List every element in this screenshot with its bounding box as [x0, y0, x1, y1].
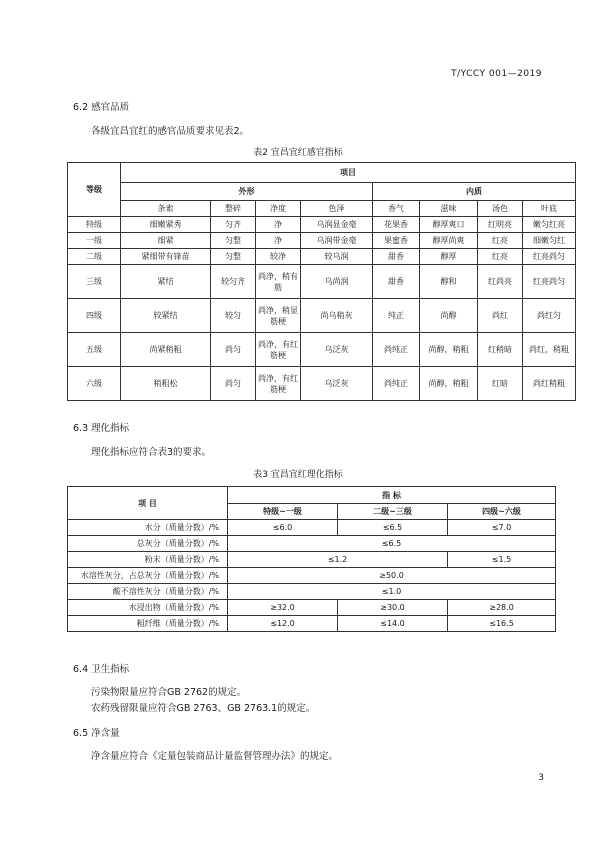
grade-cell: 特级 — [68, 217, 121, 233]
section-6-2-paragraph: 各级宜昌宜红的感官品质要求见表2。 — [91, 126, 250, 137]
section-6-4-heading: 6.4 卫生指标 — [73, 664, 130, 675]
row-label: 总灰分（质量分数）/% — [68, 536, 228, 552]
table-cell: ≤6.5 — [228, 536, 556, 552]
table-cell: ≥50.0 — [228, 568, 556, 584]
table-cell: 稍粗松 — [121, 367, 211, 401]
table-cell: 红明亮 — [478, 217, 523, 233]
subheader-cell: 叶底 — [523, 201, 576, 217]
table-cell: 嫩匀红亮 — [523, 217, 576, 233]
row-label: 粉末（质量分数）/% — [68, 552, 228, 568]
grade-cell: 五级 — [68, 333, 121, 367]
table-cell: 尚红 — [478, 299, 523, 333]
grade-header: 等级 — [68, 163, 121, 217]
table-cell: ≥28.0 — [448, 600, 556, 616]
grade-cell: 一级 — [68, 233, 121, 249]
item-header: 项 目 — [68, 487, 228, 520]
table-cell: 紧结 — [121, 265, 211, 299]
table-cell: ≤6.0 — [228, 520, 338, 536]
section-6-3-heading: 6.3 理化指标 — [73, 423, 130, 434]
table-cell: 净 — [256, 217, 301, 233]
table-cell: 红暗 — [478, 367, 523, 401]
table-cell: 尚醇 — [420, 299, 478, 333]
row-label: 水浸出物（质量分数）/% — [68, 600, 228, 616]
table-3-caption: 表3 宜昌宜红理化指标 — [253, 470, 343, 480]
row-label: 水溶性灰分，占总灰分（质量分数）/% — [68, 568, 228, 584]
subheader-cell: 色泽 — [301, 201, 373, 217]
subheader-row — [68, 201, 576, 217]
table-cell: 果蜜香 — [373, 233, 420, 249]
table-row — [68, 265, 576, 299]
pesticide-limit-text: 农药残留限量应符合GB 2763、GB 2763.1的规定。 — [91, 703, 316, 714]
table-cell: ≤1.5 — [448, 552, 556, 568]
table-cell: 尚红，稍粗 — [523, 333, 576, 367]
table-cell: 花果香 — [373, 217, 420, 233]
table-cell: 较匀齐 — [211, 265, 256, 299]
table-cell: 尚红匀 — [523, 299, 576, 333]
page-number: 3 — [538, 773, 544, 783]
table-cell: ≤12.0 — [228, 616, 338, 632]
table-row — [68, 600, 556, 616]
table-cell: 细嫩匀红 — [523, 233, 576, 249]
grade-header-cell: 特级~一级 — [228, 504, 338, 520]
grade-cell: 三级 — [68, 265, 121, 299]
table-cell: 尚醇，稍粗 — [420, 367, 478, 401]
table-cell: 乌润带金毫 — [301, 233, 373, 249]
table-cell: 匀齐 — [211, 217, 256, 233]
table-cell: 乌泛灰 — [301, 367, 373, 401]
row-label: 酸不溶性灰分（质量分数）/% — [68, 584, 228, 600]
section-6-3-paragraph: 理化指标应符合表3的要求。 — [91, 447, 212, 458]
table-cell: 醇厚爽口 — [420, 217, 478, 233]
table-cell: 尚纯正 — [373, 333, 420, 367]
table-cell: 尚匀 — [211, 367, 256, 401]
table-row — [68, 367, 576, 401]
subheader-cell: 香气 — [373, 201, 420, 217]
table-cell: 红亮尚匀 — [523, 265, 576, 299]
table-row — [68, 568, 556, 584]
table-cell: ≥30.0 — [338, 600, 448, 616]
document-id: T/YCCY 001—2019 — [451, 69, 542, 79]
appearance-group-header: 外形 — [121, 183, 373, 201]
table-cell: 尚醇，稍粗 — [420, 333, 478, 367]
table-cell: 细紧 — [121, 233, 211, 249]
table-row — [68, 333, 576, 367]
table-cell: 较匀 — [211, 299, 256, 333]
table-cell: 甜香 — [373, 265, 420, 299]
index-header: 指 标 — [228, 487, 556, 504]
subheader-cell: 滋味 — [420, 201, 478, 217]
table-cell: 尚匀 — [211, 333, 256, 367]
table-cell: ≥32.0 — [228, 600, 338, 616]
inner-quality-group-header: 内质 — [373, 183, 576, 201]
table-cell: 尚净，稍有筋 — [256, 265, 301, 299]
subheader-cell: 净度 — [256, 201, 301, 217]
row-label: 水分（质量分数）/% — [68, 520, 228, 536]
sensory-quality-table — [67, 162, 576, 401]
subheader-cell: 汤色 — [478, 201, 523, 217]
table-cell: 红亮 — [478, 249, 523, 265]
contaminant-limit-text: 污染物限量应符合GB 2762的规定。 — [91, 687, 247, 698]
table-cell: ≤7.0 — [448, 520, 556, 536]
table-cell: 较净 — [256, 249, 301, 265]
table-cell: ≤1.0 — [228, 584, 556, 600]
table-cell: ≤6.5 — [338, 520, 448, 536]
table-cell: 甜香 — [373, 249, 420, 265]
table-cell: 净 — [256, 233, 301, 249]
table-cell: 匀整 — [211, 249, 256, 265]
grade-header-cell: 四级~六级 — [448, 504, 556, 520]
grade-cell: 四级 — [68, 299, 121, 333]
table-cell: 尚净，有红筋梗 — [256, 333, 301, 367]
table-cell: 红亮尚匀 — [523, 249, 576, 265]
grade-header-cell: 二级~三级 — [338, 504, 448, 520]
subheader-cell: 整碎 — [211, 201, 256, 217]
table-cell: ≤1.2 — [228, 552, 448, 568]
table-cell: 红尚亮 — [478, 265, 523, 299]
table-cell: 紧细带有锋苗 — [121, 249, 211, 265]
grade-cell: 二级 — [68, 249, 121, 265]
table-cell: 红亮 — [478, 233, 523, 249]
table-cell: 尚纯正 — [373, 367, 420, 401]
table-row — [68, 299, 576, 333]
physicochemical-table — [67, 486, 556, 632]
table-cell: 尚乌稍灰 — [301, 299, 373, 333]
table-cell: 醇厚尚爽 — [420, 233, 478, 249]
section-6-5-heading: 6.5 净含量 — [73, 728, 120, 739]
table-row — [68, 217, 576, 233]
table-cell: 醇厚 — [420, 249, 478, 265]
table-cell: 尚净，有红筋梗 — [256, 367, 301, 401]
table-row — [68, 616, 556, 632]
table-cell: 纯正 — [373, 299, 420, 333]
table-cell: ≤14.0 — [338, 616, 448, 632]
section-6-2-heading: 6.2 感官品质 — [73, 102, 130, 113]
table-2-caption: 表2 宜昌宜红感官指标 — [253, 148, 343, 158]
table-cell: 乌润显金毫 — [301, 217, 373, 233]
table-cell: 乌尚润 — [301, 265, 373, 299]
table-row — [68, 249, 576, 265]
table-cell: 红稍暗 — [478, 333, 523, 367]
table-row — [68, 233, 576, 249]
table-cell: 乌泛灰 — [301, 333, 373, 367]
item-header: 项目 — [121, 163, 576, 183]
table-cell: 尚红稍粗 — [523, 367, 576, 401]
table-row — [68, 584, 556, 600]
table-row — [68, 520, 556, 536]
table-cell: 尚净，稍显筋梗 — [256, 299, 301, 333]
table-cell: ≤16.5 — [448, 616, 556, 632]
row-label: 粗纤维（质量分数）/% — [68, 616, 228, 632]
grade-cell: 六级 — [68, 367, 121, 401]
table-row — [68, 552, 556, 568]
subheader-cell: 条索 — [121, 201, 211, 217]
table-row — [68, 536, 556, 552]
table-cell: 细嫩紧秀 — [121, 217, 211, 233]
table-cell: 匀整 — [211, 233, 256, 249]
table-cell: 尚紧稍粗 — [121, 333, 211, 367]
net-content-text: 净含量应符合《定量包装商品计量监督管理办法》的规定。 — [91, 751, 339, 762]
table-cell: 较紧结 — [121, 299, 211, 333]
table-cell: 醇和 — [420, 265, 478, 299]
table-cell: 较乌润 — [301, 249, 373, 265]
